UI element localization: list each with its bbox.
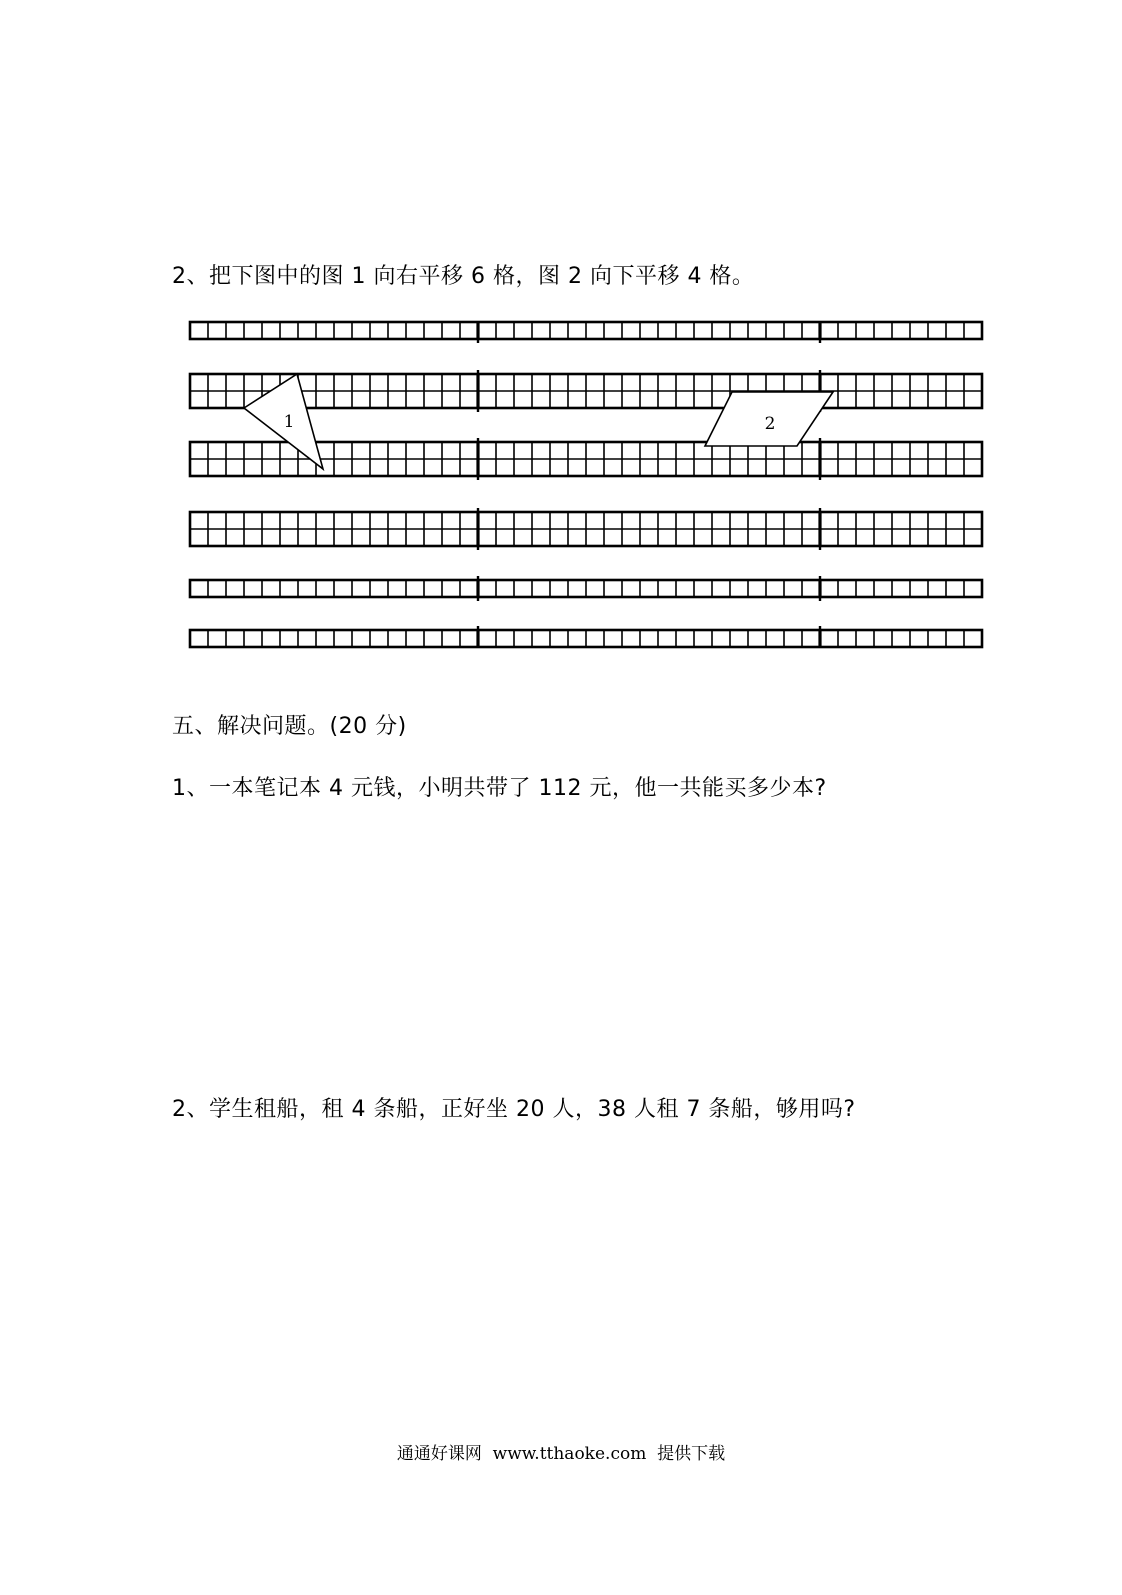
- footer-url[interactable]: www.tthaoke.com: [492, 1444, 647, 1464]
- grid-lines-layer: [190, 322, 982, 647]
- shape-1-label: 1: [283, 412, 295, 432]
- translation-grid-figure: [188, 318, 986, 654]
- question-2-text: 2、把下图中的图 1 向右平移 6 格，图 2 向下平移 4 格。: [172, 264, 755, 289]
- grid-svg: [188, 318, 986, 654]
- shapes-layer: [244, 374, 833, 469]
- problem-1-text: 1、一本笔记本 4 元钱，小明共带了 112 元，他一共能买多少本?: [172, 776, 827, 801]
- page-footer: [0, 1442, 1122, 1466]
- footer-suffix: 提供下载: [657, 1444, 726, 1464]
- problem-2-text: 2、学生租船，租 4 条船，正好坐 20 人，38 人租 7 条船，够用吗?: [172, 1097, 856, 1122]
- section-5-heading: 五、解决问题。(20 分): [172, 714, 407, 739]
- shape-2-label: 2: [764, 414, 776, 434]
- footer-site-name: 通通好课网: [396, 1444, 482, 1464]
